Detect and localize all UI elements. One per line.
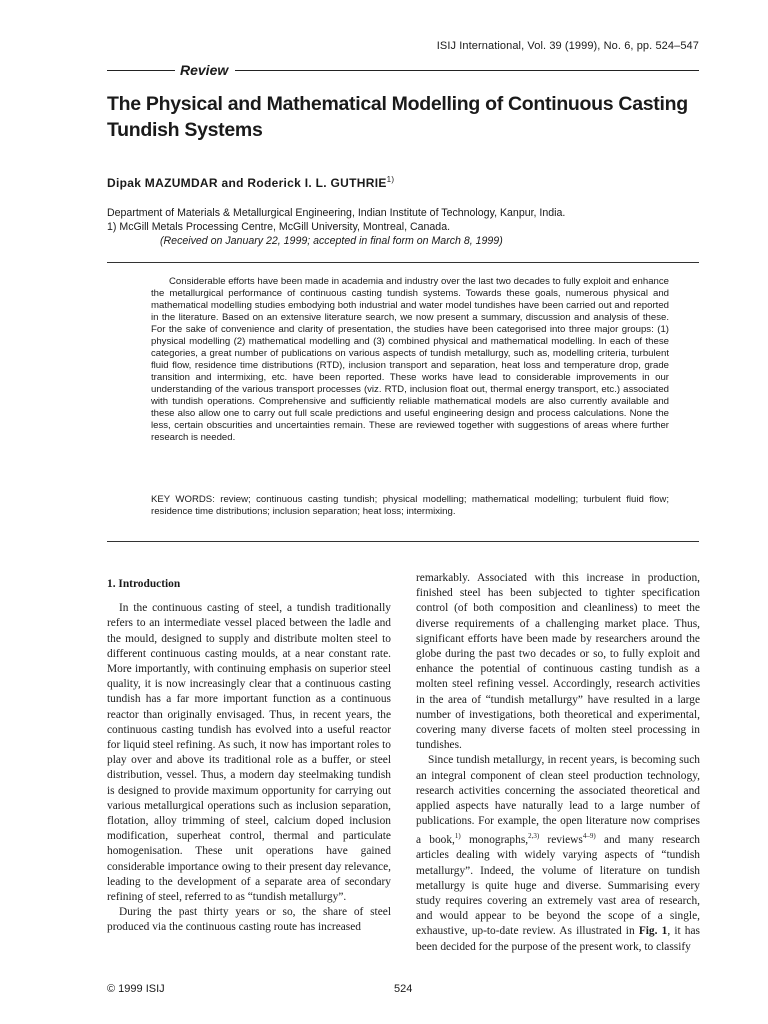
section-heading-introduction: 1. Introduction xyxy=(107,578,181,590)
copyright: © 1999 ISIJ xyxy=(107,983,165,995)
section-rule-left xyxy=(107,70,175,71)
citation: 1) xyxy=(454,832,461,841)
citation: 4–9) xyxy=(582,832,596,841)
affiliation-2: 1) McGill Metals Processing Centre, McGill University, Montreal, Canada. xyxy=(107,221,451,233)
paragraph: In the continuous casting of steel, a tundish traditionally refers to an intermediate vessel placed between the ladle and the mould, designed to supply and distribute molten steel to different continuous casting moulds, at a near constant rate. More importantly, with continuing emphasis on superior steel quality, it is now increasingly clear that a continuous casting tundish has a far more important function as a continuous reactor than originally envisaged. Thus, in recent years, the continuous casting tundish has evolved into a useful reactor for liquid steel refining. As such, it now has important roles to play over and above its traditional role as a buffer, or steel distribution, vessel. Thus, a modern day steelmaking tundish is designed to provide maximum opportunity for carrying out various metallurgical operations such as inclusion separation, flotation, alloy trimming of steel, calcium doped inclusion modification, superheat control, thermal and particulate homogenisation. These unit operations have gained considerable importance owing to their present day relevance, leading to the development of a separate area of secondary refining of steel, referred to as “tundish metallurgy”. xyxy=(107,602,391,904)
paragraph: During the past thirty years or so, the share of steel produced via the continuous casting route has increased xyxy=(107,906,391,934)
keywords: KEY WORDS: review; continuous casting tundish; physical modelling; mathematical modelling; turbulent fluid flow; residence time distributions; inclusion separation; heat loss; intermixing. xyxy=(151,494,669,517)
section-label: Review xyxy=(180,62,229,78)
journal-reference: ISIJ International, Vol. 39 (1999), No. 6, pp. 524–547 xyxy=(436,40,699,52)
author-line xyxy=(107,175,394,190)
paper-title: The Physical and Mathematical Modelling of Continuous Casting Tundish Systems xyxy=(107,93,688,141)
text-run: , it has been decided for the purpose of the present work, to classify xyxy=(416,925,700,953)
paragraph xyxy=(416,753,700,954)
section-rule-right xyxy=(235,70,699,71)
author-affiliation-mark: 1) xyxy=(386,175,395,184)
text-run: monographs, xyxy=(460,834,529,847)
citation: 2,3) xyxy=(528,832,540,841)
text-run: reviews xyxy=(539,834,583,847)
abstract-top-rule xyxy=(107,262,699,263)
text-run: and many research articles dealing with widely varying aspects of “tundish metallurgy”. Indeed, the volume of literature on tundish metallurgy is quite huge and diverse. Summarising every study requires covering an extremely vast area of research, and would appear to be beyond the scope of a single, exhaustive, up-to-date review. As illustrated in xyxy=(416,834,700,938)
section-header xyxy=(107,62,699,78)
figure-reference: Fig. 1 xyxy=(638,925,668,938)
page-number: 524 xyxy=(394,983,413,995)
body-column-right xyxy=(416,571,700,955)
abstract-bottom-rule xyxy=(107,541,699,542)
text-run: Since tundish metallurgy, in recent years, is becoming such an integral component of clean steel production technology, research activities concerning the associated theoretical and applied aspects have naturally lead to a large number of publications. For example, the open literature now comprises a book, xyxy=(416,754,700,847)
author-names: Dipak MAZUMDAR and Roderick I. L. GUTHRIE xyxy=(107,176,387,190)
paragraph: remarkably. Associated with this increase in production, finished steel has been subjected to tighter specification control (of both composition and cleanliness) to meet the diverse requirements of a challenging market place. Thus, significant efforts have been made by researchers around the globe during the past two decades or so, to fully exploit and enhance the potential of continuous casting tundish as a molten steel refining vessel. Accordingly, research activities in the area of “tundish metallurgy” have resulted in a large number of investigations, both theoretical and experimental, covering many diverse facets of molten steel processing in tundishes. xyxy=(416,572,700,752)
body-column-left xyxy=(107,571,391,936)
abstract: Considerable efforts have been made in academia and industry over the last two decades to fully exploit and enhance the metallurgical performance of continuous casting tundish systems. Towards these goals, numerous physical and mathematical modelling studies embodying both industrial and water model tundishes have been carried out and reported in the literature. Based on an extensive literature search, we now present a summary, discussion and analysis of these. For the sake of convenience and clarity of presentation, the studies have been categorised into three major groups: (1) physical modelling (2) mathematical modelling and (3) combined physical and mathematical modelling. In each of these categories, a great number of publications on various aspects of tundish metallurgy, such as, modelling criteria, turbulent fluid flow, residence time distributions (RTD), inclusion transport and separation, heat loss and temperature drop, grade transition and intermixing, etc. have been reported. These works have lead to considerable improvements in our understanding of the various transport processes (viz. RTD, inclusion float out, thermal energy transport, etc.) associated with tundish operations. Comprehensive and sufficiently reliable mathematical models are also currently available and these also allow one to carry out full scale predictions and useful engineering design and process calculations. None the less, certain obscurities and uncertainties remain. These are reviewed together with suggestions of areas where further research is needed. xyxy=(151,276,669,443)
affiliation-1: Department of Materials & Metallurgical Engineering, Indian Institute of Technology, Kanpur, India. xyxy=(107,207,566,219)
received-dates: (Received on January 22, 1999; accepted in final form on March 8, 1999) xyxy=(160,235,503,247)
